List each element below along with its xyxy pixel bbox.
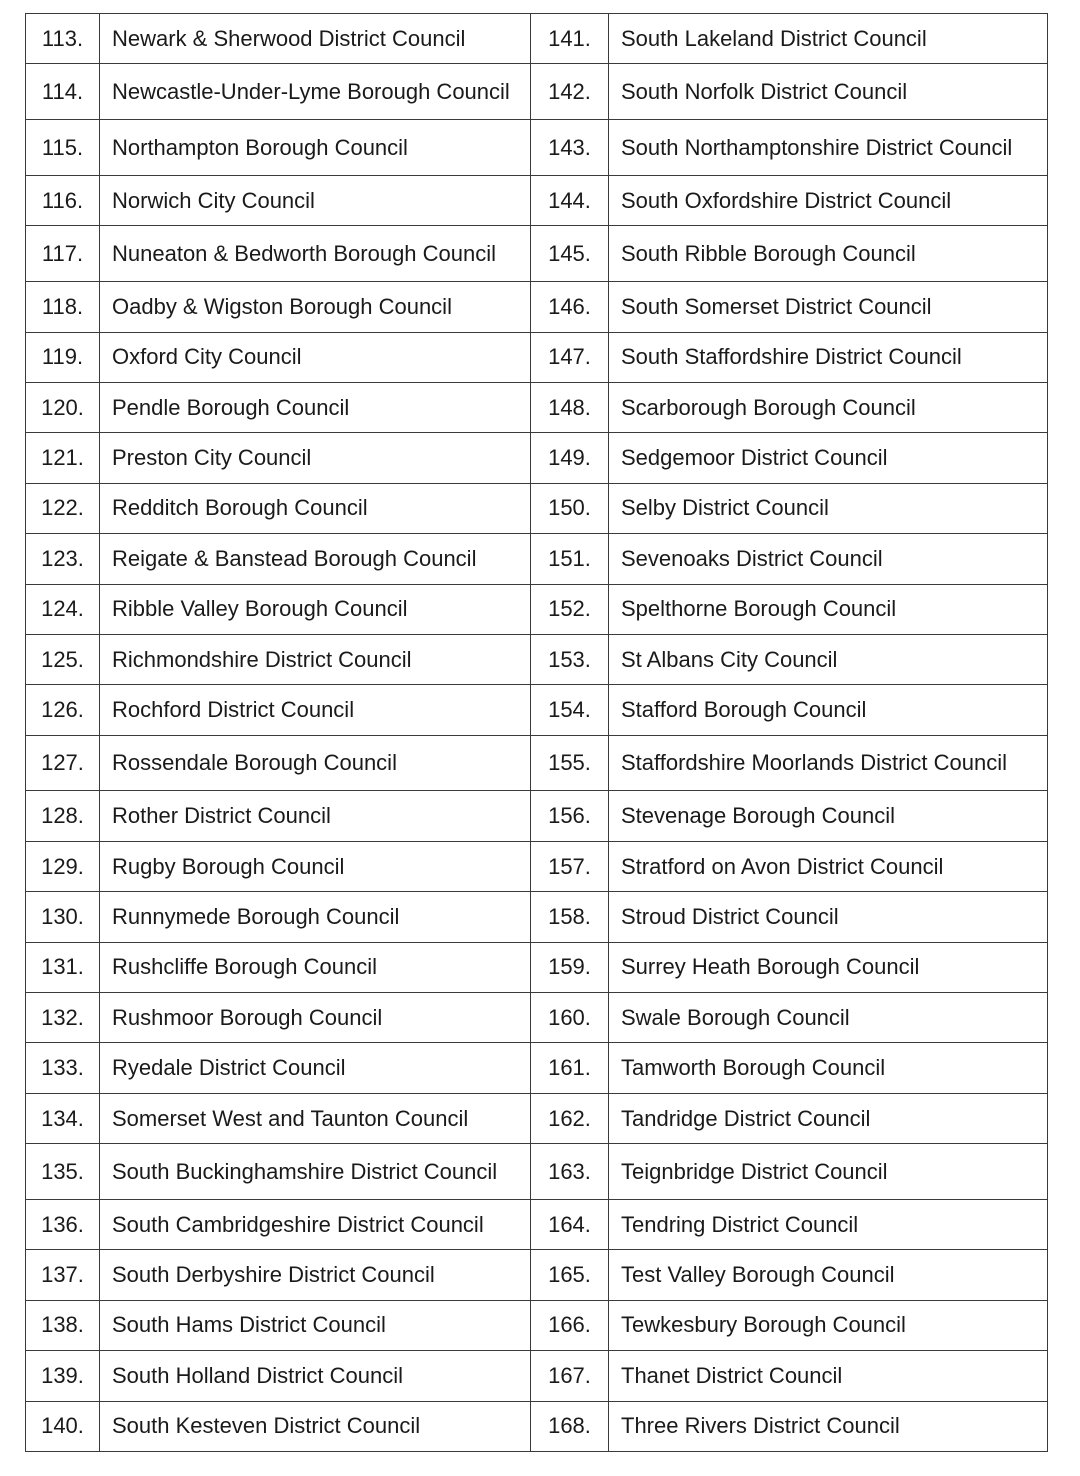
left-council-name: South Kesteven District Council xyxy=(100,1401,531,1451)
table-row xyxy=(26,1300,1048,1350)
left-item-number: 121. xyxy=(26,433,100,483)
right-council-name: Stevenage Borough Council xyxy=(609,791,1048,841)
right-item-number: 143. xyxy=(531,120,609,176)
council-list-body xyxy=(26,14,1048,1452)
left-item-number: 114. xyxy=(26,64,100,120)
right-item-number: 152. xyxy=(531,584,609,634)
right-item-number: 168. xyxy=(531,1401,609,1451)
left-council-name: Pendle Borough Council xyxy=(100,382,531,432)
left-item-number: 128. xyxy=(26,791,100,841)
right-council-name: Tandridge District Council xyxy=(609,1093,1048,1143)
right-council-name: Scarborough Borough Council xyxy=(609,382,1048,432)
table-row xyxy=(26,1200,1048,1250)
left-item-number: 119. xyxy=(26,332,100,382)
left-council-name: Newark & Sherwood District Council xyxy=(100,14,531,64)
left-item-number: 131. xyxy=(26,942,100,992)
table-row xyxy=(26,634,1048,684)
right-item-number: 159. xyxy=(531,942,609,992)
right-council-name: South Lakeland District Council xyxy=(609,14,1048,64)
right-council-name: South Oxfordshire District Council xyxy=(609,175,1048,225)
table-row xyxy=(26,120,1048,176)
table-row xyxy=(26,735,1048,791)
right-item-number: 156. xyxy=(531,791,609,841)
table-row xyxy=(26,1250,1048,1300)
left-council-name: South Holland District Council xyxy=(100,1351,531,1401)
left-council-name: Norwich City Council xyxy=(100,175,531,225)
left-item-number: 113. xyxy=(26,14,100,64)
left-council-name: Rugby Borough Council xyxy=(100,841,531,891)
table-row xyxy=(26,226,1048,282)
left-item-number: 124. xyxy=(26,584,100,634)
right-council-name: Surrey Heath Borough Council xyxy=(609,942,1048,992)
right-item-number: 150. xyxy=(531,483,609,533)
table-row xyxy=(26,791,1048,841)
right-item-number: 154. xyxy=(531,685,609,735)
right-item-number: 166. xyxy=(531,1300,609,1350)
left-council-name: Rushmoor Borough Council xyxy=(100,993,531,1043)
left-item-number: 122. xyxy=(26,483,100,533)
right-council-name: Tamworth Borough Council xyxy=(609,1043,1048,1093)
left-item-number: 134. xyxy=(26,1093,100,1143)
right-council-name: Sedgemoor District Council xyxy=(609,433,1048,483)
left-council-name: Northampton Borough Council xyxy=(100,120,531,176)
right-item-number: 145. xyxy=(531,226,609,282)
right-council-name: Stafford Borough Council xyxy=(609,685,1048,735)
right-item-number: 141. xyxy=(531,14,609,64)
right-item-number: 144. xyxy=(531,175,609,225)
right-item-number: 142. xyxy=(531,64,609,120)
left-item-number: 126. xyxy=(26,685,100,735)
table-row xyxy=(26,942,1048,992)
right-council-name: Thanet District Council xyxy=(609,1351,1048,1401)
table-row xyxy=(26,433,1048,483)
right-council-name: Teignbridge District Council xyxy=(609,1144,1048,1200)
table-row xyxy=(26,1351,1048,1401)
left-item-number: 137. xyxy=(26,1250,100,1300)
table-row xyxy=(26,14,1048,64)
right-item-number: 161. xyxy=(531,1043,609,1093)
right-item-number: 149. xyxy=(531,433,609,483)
left-item-number: 129. xyxy=(26,841,100,891)
left-item-number: 127. xyxy=(26,735,100,791)
right-council-name: Spelthorne Borough Council xyxy=(609,584,1048,634)
left-council-name: Reigate & Banstead Borough Council xyxy=(100,534,531,584)
left-item-number: 118. xyxy=(26,282,100,332)
left-item-number: 125. xyxy=(26,634,100,684)
right-council-name: South Northamptonshire District Council xyxy=(609,120,1048,176)
left-item-number: 139. xyxy=(26,1351,100,1401)
right-council-name: South Norfolk District Council xyxy=(609,64,1048,120)
left-item-number: 116. xyxy=(26,175,100,225)
right-item-number: 147. xyxy=(531,332,609,382)
council-list-table xyxy=(25,13,1048,1452)
left-council-name: Oxford City Council xyxy=(100,332,531,382)
left-council-name: Preston City Council xyxy=(100,433,531,483)
right-council-name: Sevenoaks District Council xyxy=(609,534,1048,584)
right-council-name: Selby District Council xyxy=(609,483,1048,533)
right-item-number: 162. xyxy=(531,1093,609,1143)
table-row xyxy=(26,584,1048,634)
right-item-number: 164. xyxy=(531,1200,609,1250)
table-row xyxy=(26,892,1048,942)
left-council-name: Nuneaton & Bedworth Borough Council xyxy=(100,226,531,282)
table-row xyxy=(26,282,1048,332)
right-item-number: 157. xyxy=(531,841,609,891)
left-council-name: South Buckinghamshire District Council xyxy=(100,1144,531,1200)
table-row xyxy=(26,64,1048,120)
right-item-number: 163. xyxy=(531,1144,609,1200)
right-council-name: Stratford on Avon District Council xyxy=(609,841,1048,891)
left-council-name: Rother District Council xyxy=(100,791,531,841)
left-council-name: Ribble Valley Borough Council xyxy=(100,584,531,634)
left-item-number: 138. xyxy=(26,1300,100,1350)
left-council-name: Runnymede Borough Council xyxy=(100,892,531,942)
table-row xyxy=(26,332,1048,382)
right-item-number: 160. xyxy=(531,993,609,1043)
table-row xyxy=(26,841,1048,891)
left-item-number: 132. xyxy=(26,993,100,1043)
right-item-number: 167. xyxy=(531,1351,609,1401)
right-council-name: Swale Borough Council xyxy=(609,993,1048,1043)
table-row xyxy=(26,382,1048,432)
right-item-number: 148. xyxy=(531,382,609,432)
table-row xyxy=(26,534,1048,584)
table-row xyxy=(26,1144,1048,1200)
table-row xyxy=(26,175,1048,225)
right-council-name: South Staffordshire District Council xyxy=(609,332,1048,382)
right-item-number: 155. xyxy=(531,735,609,791)
left-council-name: Rochford District Council xyxy=(100,685,531,735)
right-item-number: 146. xyxy=(531,282,609,332)
table-row xyxy=(26,1043,1048,1093)
right-council-name: South Somerset District Council xyxy=(609,282,1048,332)
left-item-number: 115. xyxy=(26,120,100,176)
left-item-number: 135. xyxy=(26,1144,100,1200)
right-item-number: 151. xyxy=(531,534,609,584)
left-item-number: 136. xyxy=(26,1200,100,1250)
left-council-name: South Derbyshire District Council xyxy=(100,1250,531,1300)
right-council-name: Test Valley Borough Council xyxy=(609,1250,1048,1300)
right-item-number: 158. xyxy=(531,892,609,942)
left-council-name: Redditch Borough Council xyxy=(100,483,531,533)
left-council-name: Richmondshire District Council xyxy=(100,634,531,684)
right-council-name: Tewkesbury Borough Council xyxy=(609,1300,1048,1350)
left-council-name: Somerset West and Taunton Council xyxy=(100,1093,531,1143)
right-council-name: Staffordshire Moorlands District Council xyxy=(609,735,1048,791)
left-council-name: Rossendale Borough Council xyxy=(100,735,531,791)
left-council-name: South Hams District Council xyxy=(100,1300,531,1350)
table-row xyxy=(26,483,1048,533)
right-council-name: South Ribble Borough Council xyxy=(609,226,1048,282)
left-council-name: Ryedale District Council xyxy=(100,1043,531,1093)
left-item-number: 140. xyxy=(26,1401,100,1451)
left-council-name: Newcastle-Under-Lyme Borough Council xyxy=(100,64,531,120)
right-council-name: Three Rivers District Council xyxy=(609,1401,1048,1451)
right-item-number: 165. xyxy=(531,1250,609,1300)
table-row xyxy=(26,993,1048,1043)
right-item-number: 153. xyxy=(531,634,609,684)
left-item-number: 117. xyxy=(26,226,100,282)
right-council-name: Tendring District Council xyxy=(609,1200,1048,1250)
table-row xyxy=(26,685,1048,735)
left-item-number: 120. xyxy=(26,382,100,432)
table-row xyxy=(26,1093,1048,1143)
left-council-name: Oadby & Wigston Borough Council xyxy=(100,282,531,332)
left-item-number: 123. xyxy=(26,534,100,584)
left-council-name: Rushcliffe Borough Council xyxy=(100,942,531,992)
table-row xyxy=(26,1401,1048,1451)
right-council-name: Stroud District Council xyxy=(609,892,1048,942)
left-item-number: 130. xyxy=(26,892,100,942)
left-council-name: South Cambridgeshire District Council xyxy=(100,1200,531,1250)
right-council-name: St Albans City Council xyxy=(609,634,1048,684)
left-item-number: 133. xyxy=(26,1043,100,1093)
